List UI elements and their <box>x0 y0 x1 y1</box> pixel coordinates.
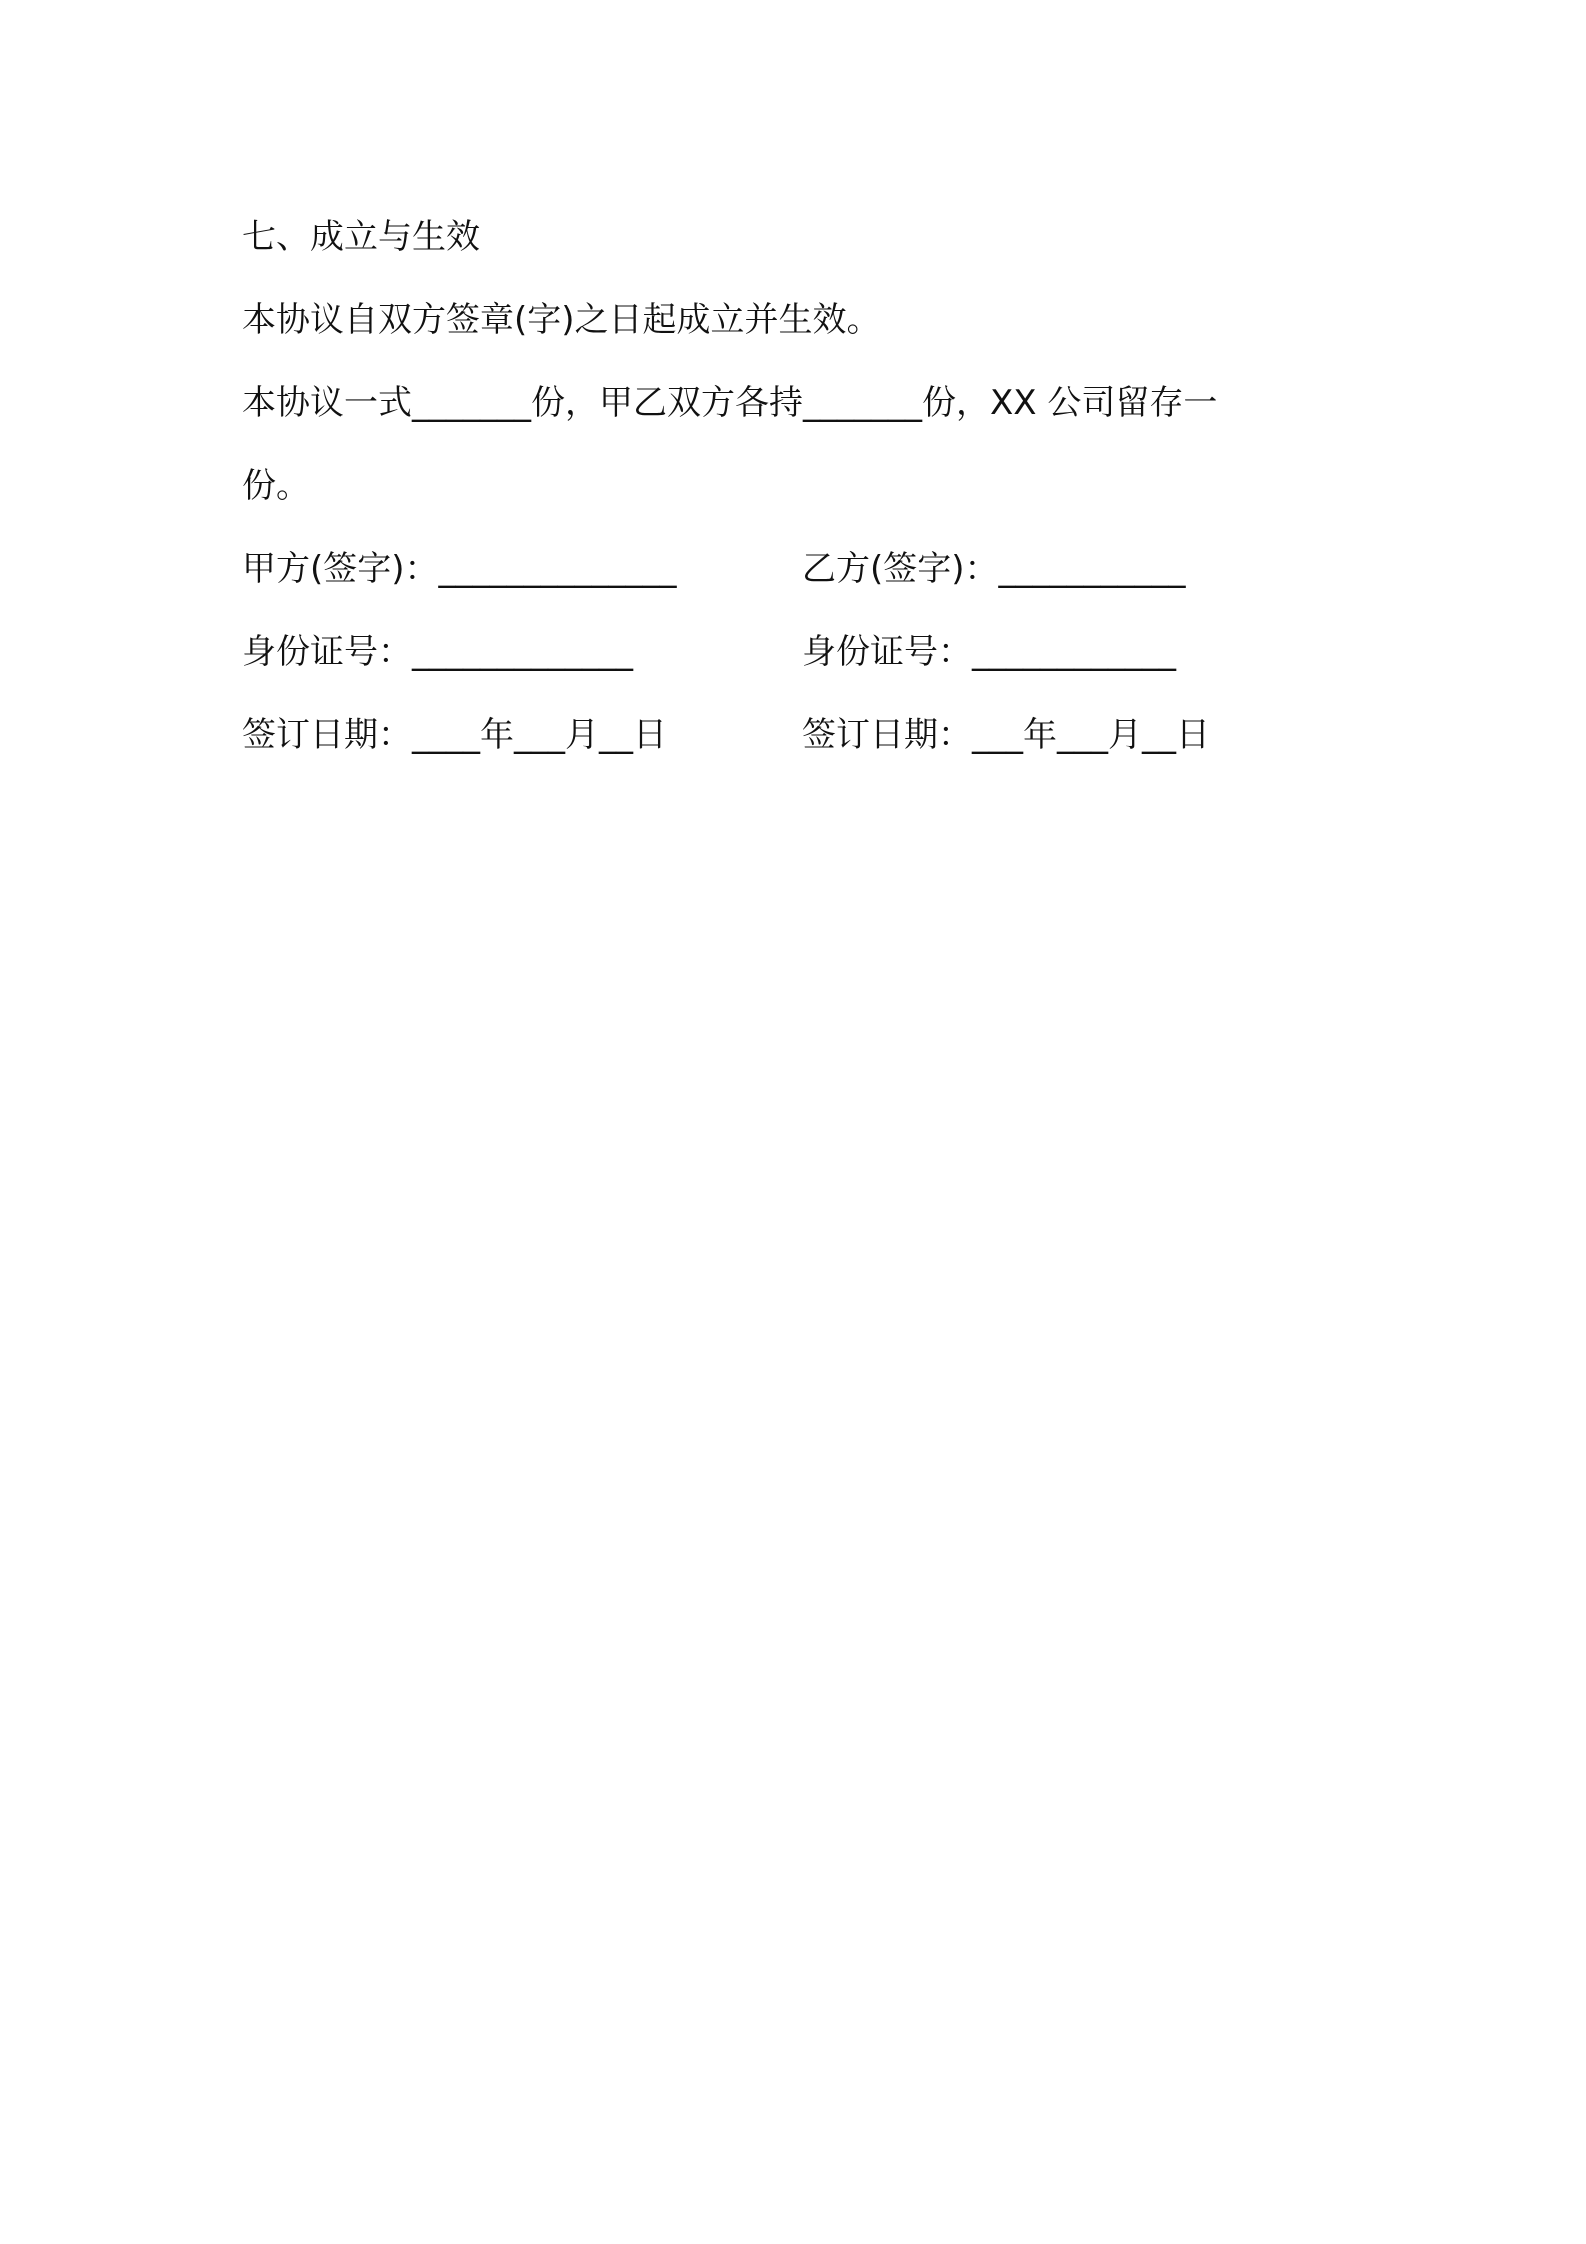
id-number-row <box>242 611 1362 694</box>
section-heading: 七、成立与生效 <box>242 217 480 257</box>
signing-date-row <box>242 694 1362 777</box>
party-b-signature-field: 乙方(签字)：___________ <box>802 549 1186 589</box>
signature-row <box>242 528 1362 611</box>
effect-clause: 本协议自双方签章(字)之日起成立并生效。 <box>242 300 881 340</box>
party-b-signing-date-field: 签订日期：___年___月__日 <box>802 715 1210 755</box>
document-content <box>242 196 1362 777</box>
party-a-signing-date-field: 签订日期：____年___月__日 <box>242 715 667 755</box>
party-b-id-number-field: 身份证号：____________ <box>802 632 1176 672</box>
party-a-signature-field: 甲方(签字)：______________ <box>242 549 677 589</box>
party-a-id-number-field: 身份证号：_____________ <box>242 632 633 672</box>
copies-clause-line-2: 份。 <box>242 466 310 506</box>
copies-clause-line-1: 本协议一式_______份，甲乙双方各持_______份，XX 公司留存一 <box>242 383 1218 423</box>
